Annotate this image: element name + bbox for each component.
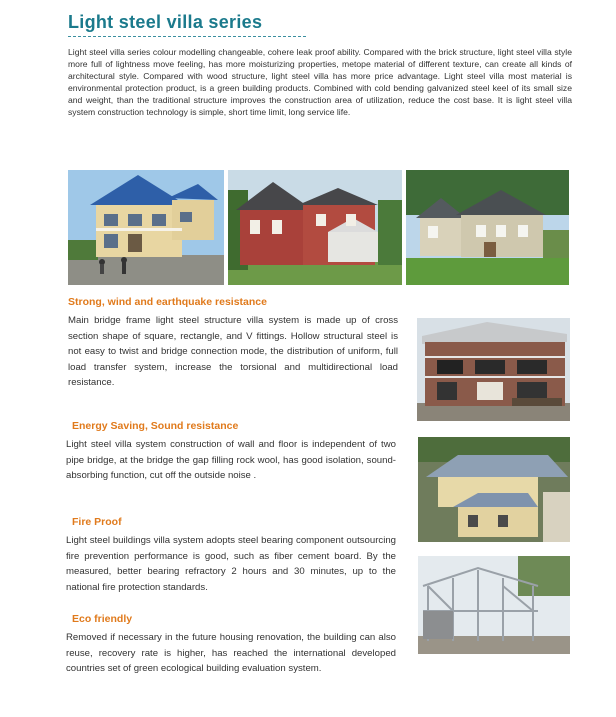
section-heading-fire: Fire Proof: [72, 516, 122, 528]
section-body-fire: Light steel buildings villa system adopts steel bearing component outsourcing fire prevention performance is good, such as fiber cement board. By the measured, better bearing refractory 2 hours and 30 minutes, up to the national fire protection standards.: [66, 535, 396, 593]
villa-photo-yellow-house: [68, 170, 224, 285]
section-heading-eco: Eco friendly: [72, 613, 133, 625]
photo-aerial-house: [418, 437, 570, 542]
page-title: Light steel villa series: [68, 12, 263, 32]
villa-photo-green-house: [406, 170, 569, 285]
intro-paragraph: Light steel villa series colour modelling changeable, cohere leak proof ability. Compared with the brick structure, light steel villa style more full of lightness move feeling, has more moisturizing properties, metope material of different texture, can create all kinds of architectural style. Compared with wood structure, light steel villa has more price advantage. Light steel villa most material is environmental protection product, is a green building products. Combined with cold bending galvanized steel keel of its small size and weight, than the traditional structure improves the construction area of utilization, reduce the cost base. It is light steel villa system construction technology is simple, short time limit, long service life.: [68, 47, 572, 117]
photo-steel-frame-construction: [418, 556, 570, 654]
section-heading-energy: Energy Saving, Sound resistance: [72, 420, 239, 432]
title-divider: [68, 36, 306, 37]
section-body-eco: Removed if necessary in the future housing renovation, the building can also reuse, recovery rate is higher, has reached the international developed countries set of green ecological building evaluation system.: [66, 632, 396, 675]
photo-steel-frame-house: [417, 318, 570, 421]
section-body-energy: Light steel villa system construction of wall and floor is independent of two pipe bridge, at the bridge the gap filling rock wool, has good isolation, sound-absorbing function, cut off the outside noise .: [66, 439, 396, 482]
villa-photo-brick-house: [228, 170, 402, 285]
section-heading-strong: Strong, wind and earthquake resistance: [68, 296, 267, 308]
section-body-strong: Main bridge frame light steel structure villa system is made up of cross section shape of square, rectangle, and V fittings. Hollow structural steel is not easy to twist and bridge connection mode, the distribution of uniform, full load transfer system, increase the torsional and multidirectional load resistance.: [68, 315, 398, 389]
